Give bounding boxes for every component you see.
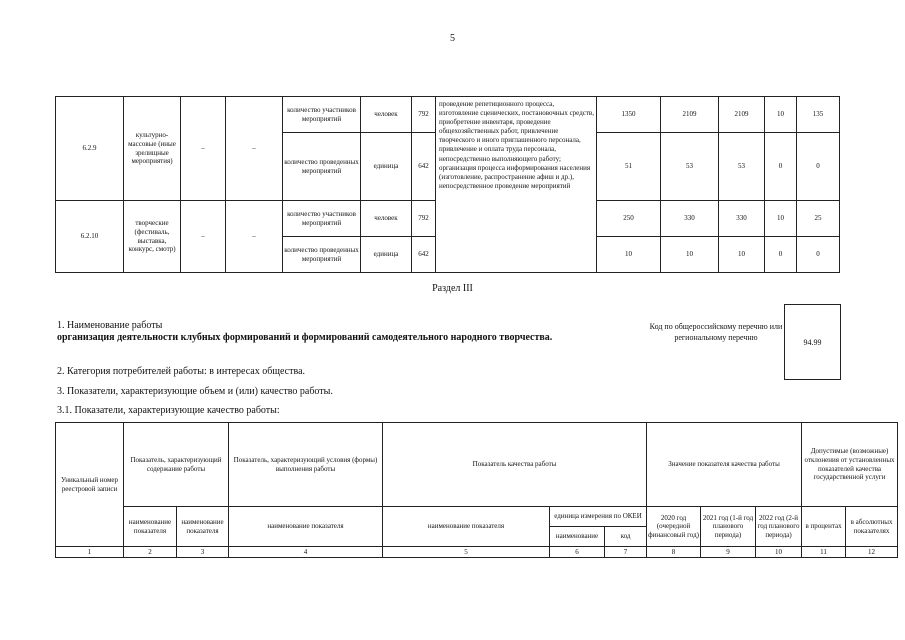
deviation-percent: 10 — [765, 97, 797, 133]
deviation-absolute: 0 — [797, 237, 840, 273]
column-number: 8 — [647, 547, 701, 558]
header-absolute: в абсолютных показателях — [846, 507, 898, 547]
indicator-name: количество участников мероприятий — [283, 97, 361, 133]
registry-code-label: Код по общероссийскому перечню или региональному перечню — [649, 322, 783, 342]
value-2021: 10 — [661, 237, 719, 273]
column-number: 2 — [124, 547, 177, 558]
registry-id: 6.2.10 — [56, 201, 124, 273]
registry-code-value: 94.99 — [803, 337, 822, 347]
quality-heading: 3.1. Показатели, характеризующие качество работы: — [57, 405, 280, 416]
header-year-2021: 2021 год (1-й год планового периода) — [701, 507, 756, 547]
header-indicator-name: наименование показателя — [383, 507, 550, 547]
column-number: 10 — [756, 547, 802, 558]
column-number: 3 — [177, 547, 229, 558]
value-2020: 250 — [597, 201, 661, 237]
consumer-category: 2. Категория потребителей работы: в интересах общества. — [57, 366, 306, 377]
process-description: проведение репетиционного процесса, изготовление сценических, постановочных средств, приобретение инвентаря, проведение общехозяйственных работ, привлечение творческого и иного приглашенного персонала, привлечение и оплата труда персонала, непосредственно выполняющего работу; организация процесса информирования населения (изготовление, распространение афиш и др.), непосредственное проведение мероприятий — [436, 97, 597, 273]
deviation-percent: 0 — [765, 237, 797, 273]
column-number: 9 — [701, 547, 756, 558]
value-2021: 2109 — [661, 97, 719, 133]
header-percent: в процентах — [802, 507, 846, 547]
header-values: Значение показателя качества работы — [647, 423, 802, 507]
unit-code: 642 — [412, 133, 436, 201]
dash-cell: – — [226, 201, 283, 273]
column-number: 12 — [846, 547, 898, 558]
value-2021: 330 — [661, 201, 719, 237]
value-2022: 330 — [719, 201, 765, 237]
header-conditions: Показатель, характеризующий условия (формы) выполнения работы — [229, 423, 383, 507]
value-2021: 53 — [661, 133, 719, 201]
header-deviation: Допустимые (возможные) отклонения от установленных показателей качества государственной услуги — [802, 423, 898, 507]
unit-name: единица — [361, 133, 412, 201]
column-number: 6 — [550, 547, 605, 558]
indicator-name: количество проведенных мероприятий — [283, 133, 361, 201]
deviation-absolute: 135 — [797, 97, 840, 133]
deviation-absolute: 0 — [797, 133, 840, 201]
deviation-percent: 0 — [765, 133, 797, 201]
work-name-label: 1. Наименование работы — [57, 320, 163, 331]
header-unique-number: Уникальный номер реестровой записи — [56, 423, 124, 547]
content-name: творческие (фестиваль, выставка, конкурс, смотр) — [124, 201, 181, 273]
column-number: 5 — [383, 547, 550, 558]
quality-indicator-header-table — [55, 422, 898, 558]
header-unit-name: наименование — [550, 527, 605, 547]
unit-name: человек — [361, 201, 412, 237]
header-year-2022: 2022 год (2-й год планового периода) — [756, 507, 802, 547]
deviation-absolute: 25 — [797, 201, 840, 237]
deviation-percent: 10 — [765, 201, 797, 237]
indicator-name: количество участников мероприятий — [283, 201, 361, 237]
header-year-2020: 2020 год (очередной финансовый год) — [647, 507, 701, 547]
value-2020: 1350 — [597, 97, 661, 133]
content-name: культурно-массовые (иные зрелищные мероприятия) — [124, 97, 181, 201]
header-content: Показатель, характеризующий содержание работы — [124, 423, 229, 507]
header-unit-code: код — [605, 527, 647, 547]
header-indicator-name: наименование показателя — [124, 507, 177, 547]
dash-cell: – — [181, 97, 226, 201]
column-number: 7 — [605, 547, 647, 558]
unit-code: 792 — [412, 201, 436, 237]
unit-name: единица — [361, 237, 412, 273]
column-number-row — [56, 547, 898, 558]
registry-id: 6.2.9 — [56, 97, 124, 201]
dash-cell: – — [181, 201, 226, 273]
work-name-value: организация деятельности клубных формирований и формирований самодеятельного народного творчества. — [57, 332, 553, 343]
header-okei-unit: единица измерения по ОКЕИ — [550, 507, 647, 527]
value-2022: 10 — [719, 237, 765, 273]
section-title: Раздел III — [432, 283, 473, 294]
unit-code: 642 — [412, 237, 436, 273]
unit-code: 792 — [412, 97, 436, 133]
value-2022: 53 — [719, 133, 765, 201]
value-2022: 2109 — [719, 97, 765, 133]
page-number: 5 — [450, 33, 455, 44]
header-indicator-name: наименование показателя — [177, 507, 229, 547]
registry-code-box — [784, 304, 841, 380]
column-number: 11 — [802, 547, 846, 558]
value-2020: 10 — [597, 237, 661, 273]
indicators-heading: 3. Показатели, характеризующие объем и (или) качество работы. — [57, 386, 333, 397]
dash-cell: – — [226, 97, 283, 201]
column-number: 1 — [56, 547, 124, 558]
quality-values-table — [55, 96, 840, 273]
header-quality: Показатель качества работы — [383, 423, 647, 507]
unit-name: человек — [361, 97, 412, 133]
value-2020: 51 — [597, 133, 661, 201]
header-indicator-name: наименование показателя — [229, 507, 383, 547]
table-row — [56, 97, 840, 133]
indicator-name: количество проведенных мероприятий — [283, 237, 361, 273]
column-number: 4 — [229, 547, 383, 558]
